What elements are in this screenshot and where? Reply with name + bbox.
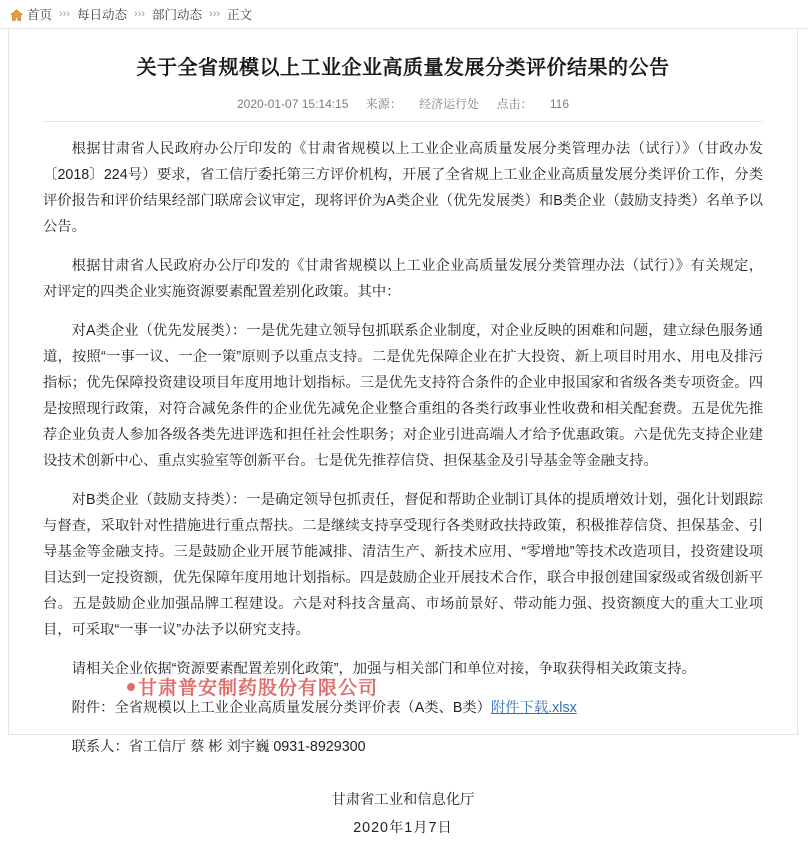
- home-icon: [10, 9, 23, 22]
- views-label: 点击：: [496, 97, 533, 111]
- breadcrumb-separator-3: ›››: [209, 8, 221, 20]
- signature-block: [43, 786, 763, 842]
- breadcrumb-separator-1: ›››: [59, 8, 71, 20]
- paragraph: 对B类企业（鼓励支持类）：一是确定领导包抓责任，督促和帮助企业制订具体的提质增效计划，强化计划跟踪与督查，采取针对性措施进行重点帮扶。二是继续支持享受现行各类财政扶持政策，积极推荐信贷、担保基金、引导基金等金融支持。三是鼓励企业开展节能减排、清洁生产、新技术应用、“零增地”等技术改造项目，投资建设项目达到一定投资额，优先保障年度用地计划指标。四是鼓励企业开展技术合作，联合申报创建国家级或省级创新平台。五是鼓励企业加强品牌工程建设。六是对科技含量高、市场前景好、带动能力强、投资额度大的重大工业项目，可采取“一事一议”办法予以研究支持。: [43, 492, 763, 638]
- views-count: 116: [549, 97, 569, 111]
- paragraph: 根据甘肃省人民政府办公厅印发的《甘肃省规模以上工业企业高质量发展分类管理办法（试行）》有关规定，对评定的四类企业实施资源要素配置差别化政策。其中：: [43, 258, 763, 300]
- signature-date: 2020年1月7日: [353, 820, 453, 836]
- paragraph: 对A类企业（优先发展类）：一是优先建立领导包抓联系企业制度，对企业反映的困难和问题，建立绿色服务通道，按照“一事一议、一企一策”原则予以重点支持。二是优先保障企业在扩大投资、新上项目时用水、用电及排污指标；优先保障投资建设项目年度用地计划指标。三是优先支持符合条件的企业申报国家和省级各类专项资金。四是按照现行政策，对符合减免条件的企业优先减免企业整合重组的各类行政事业性收费和相关配套费。五是优先推荐企业负责人参加各级各类先进评选和担任社会性职务；对企业引进高端人才给予优惠政策。六是优先支持企业建设技术创新中心、重点实验室等创新平台。七是优先推荐信贷、担保基金及引导基金等金融支持。: [43, 323, 763, 469]
- source-label: 来源：: [365, 97, 402, 111]
- source-value: 经济运行处: [419, 97, 480, 111]
- contact-line: 联系人：省工信厅 蔡 彬 刘宇巍 0931-8929300: [71, 739, 366, 755]
- page-title: 关于全省规模以上工业企业高质量发展分类评价结果的公告: [136, 57, 670, 79]
- article: [9, 29, 797, 842]
- article-meta: [43, 95, 763, 122]
- stamp-label: 甘肃普安制药股份有限公司: [138, 678, 379, 699]
- breadcrumb: [0, 0, 808, 29]
- breadcrumb-item-current: 正文: [227, 8, 253, 22]
- paragraph: 请相关企业依据“资源要素配置差别化政策”，加强与相关部门和单位对接，争取获得相关政策支持。: [71, 661, 696, 677]
- breadcrumb-item-daily-news[interactable]: 每日动态: [77, 8, 128, 22]
- attachment-download-link[interactable]: 附件下载.xlsx: [490, 700, 577, 716]
- attachment-label: 附件：全省规模以上工业企业高质量发展分类评价表（A类、B类）: [71, 700, 491, 716]
- paragraph: 根据甘肃省人民政府办公厅印发的《甘肃省规模以上工业企业高质量发展分类管理办法（试行）》（甘政办发〔2018〕224号）要求，省工信厅委托第三方评价机构，开展了全省规上工业企业高质量发展分类评价工作，分类评价报告和评价结果经部门联席会议审定，现将评价为A类企业（优先发展类）和B类企业（鼓励支持类）名单予以公告。: [43, 141, 763, 235]
- signature-org: 甘肃省工业和信息化厅: [331, 792, 475, 808]
- breadcrumb-item-home[interactable]: 首页: [27, 8, 53, 22]
- article-body: [43, 122, 763, 842]
- attachment-line: [43, 695, 763, 721]
- publish-datetime: 2020-01-07 15:14:15: [237, 97, 349, 111]
- breadcrumb-item-department-news[interactable]: 部门动态: [152, 8, 203, 22]
- breadcrumb-separator-2: ›››: [134, 8, 146, 20]
- article-frame: [8, 29, 798, 836]
